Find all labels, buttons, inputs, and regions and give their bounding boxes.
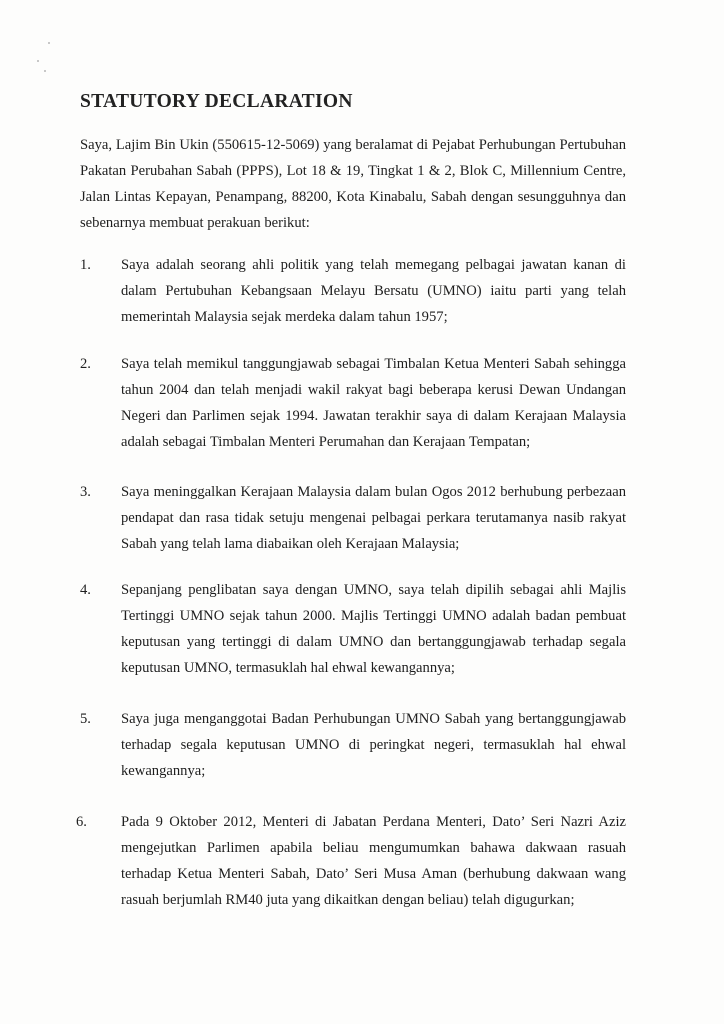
- list-item: [80, 479, 626, 557]
- item-text: Saya juga menganggotai Badan Perhubungan UMNO Sabah yang bertanggungjawab terhadap segala keputusan UMNO di peringkat negeri, termasuklah hal ehwal kewangannya;: [121, 711, 626, 779]
- item-text: Sepanjang penglibatan saya dengan UMNO, saya telah dipilih sebagai ahli Majlis Tertinggi UMNO sejak tahun 2000. Majlis Tertinggi UMNO adalah badan pembuat keputusan yang tertinggi di dalam UMNO dan bertanggungjawab terhadap segala keputusan UMNO, termasuklah hal ehwal kewangannya;: [121, 582, 626, 676]
- list-item: [80, 252, 626, 330]
- item-text: Saya adalah seorang ahli politik yang telah memegang pelbagai jawatan kanan di dalam Pertubuhan Kebangsaan Melayu Bersatu (UMNO) iaitu parti yang telah memerintah Malaysia sejak merdeka dalam tahun 1957;: [121, 257, 626, 325]
- page-title: STATUTORY DECLARATION: [80, 91, 353, 112]
- declaration-intro: Saya, Lajim Bin Ukin (550615-12-5069) yang beralamat di Pejabat Perhubungan Pertubuhan Pakatan Perubahan Sabah (PPPS), Lot 18 & 19, Tingkat 1 & 2, Blok C, Millennium Centre, Jalan Lintas Kepayan, Penampang, 88200, Kota Kinabalu, Sabah dengan sesungguhnya dan sebenarnya membuat perakuan berikut:: [80, 137, 626, 231]
- scan-speck: [48, 42, 50, 44]
- list-item: [80, 577, 626, 681]
- item-text: Saya meninggalkan Kerajaan Malaysia dalam bulan Ogos 2012 berhubung perbezaan pendapat dan rasa tidak setuju mengenai pelbagai perkara terutamanya nasib rakyat Sabah yang telah lama diabaikan oleh Kerajaan Malaysia;: [121, 484, 626, 552]
- item-number: 3.: [80, 484, 91, 500]
- list-item: [76, 809, 626, 913]
- item-number: 6.: [76, 814, 87, 830]
- list-item: [80, 706, 626, 784]
- list-item: [80, 351, 626, 455]
- item-text: Pada 9 Oktober 2012, Menteri di Jabatan Perdana Menteri, Dato’ Seri Nazri Aziz mengejutkan Parlimen apabila beliau mengumumkan bahawa dakwaan rasuah terhadap Ketua Menteri Sabah, Dato’ Seri Musa Aman (berhubung dakwaan wang rasuah berjumlah RM40 juta yang dikaitkan dengan beliau) telah digugurkan;: [121, 814, 626, 908]
- item-number: 5.: [80, 711, 91, 727]
- item-text: Saya telah memikul tanggungjawab sebagai Timbalan Ketua Menteri Sabah sehingga tahun 2004 dan telah menjadi wakil rakyat bagi beberapa kerusi Dewan Undangan Negeri dan Parlimen sejak 1994. Jawatan terakhir saya di dalam Kerajaan Malaysia adalah sebagai Timbalan Menteri Perumahan dan Kerajaan Tempatan;: [121, 356, 626, 450]
- scan-speck: [44, 70, 46, 72]
- item-number: 2.: [80, 356, 91, 372]
- scan-speck: [37, 60, 39, 62]
- item-number: 1.: [80, 257, 91, 273]
- item-number: 4.: [80, 582, 91, 598]
